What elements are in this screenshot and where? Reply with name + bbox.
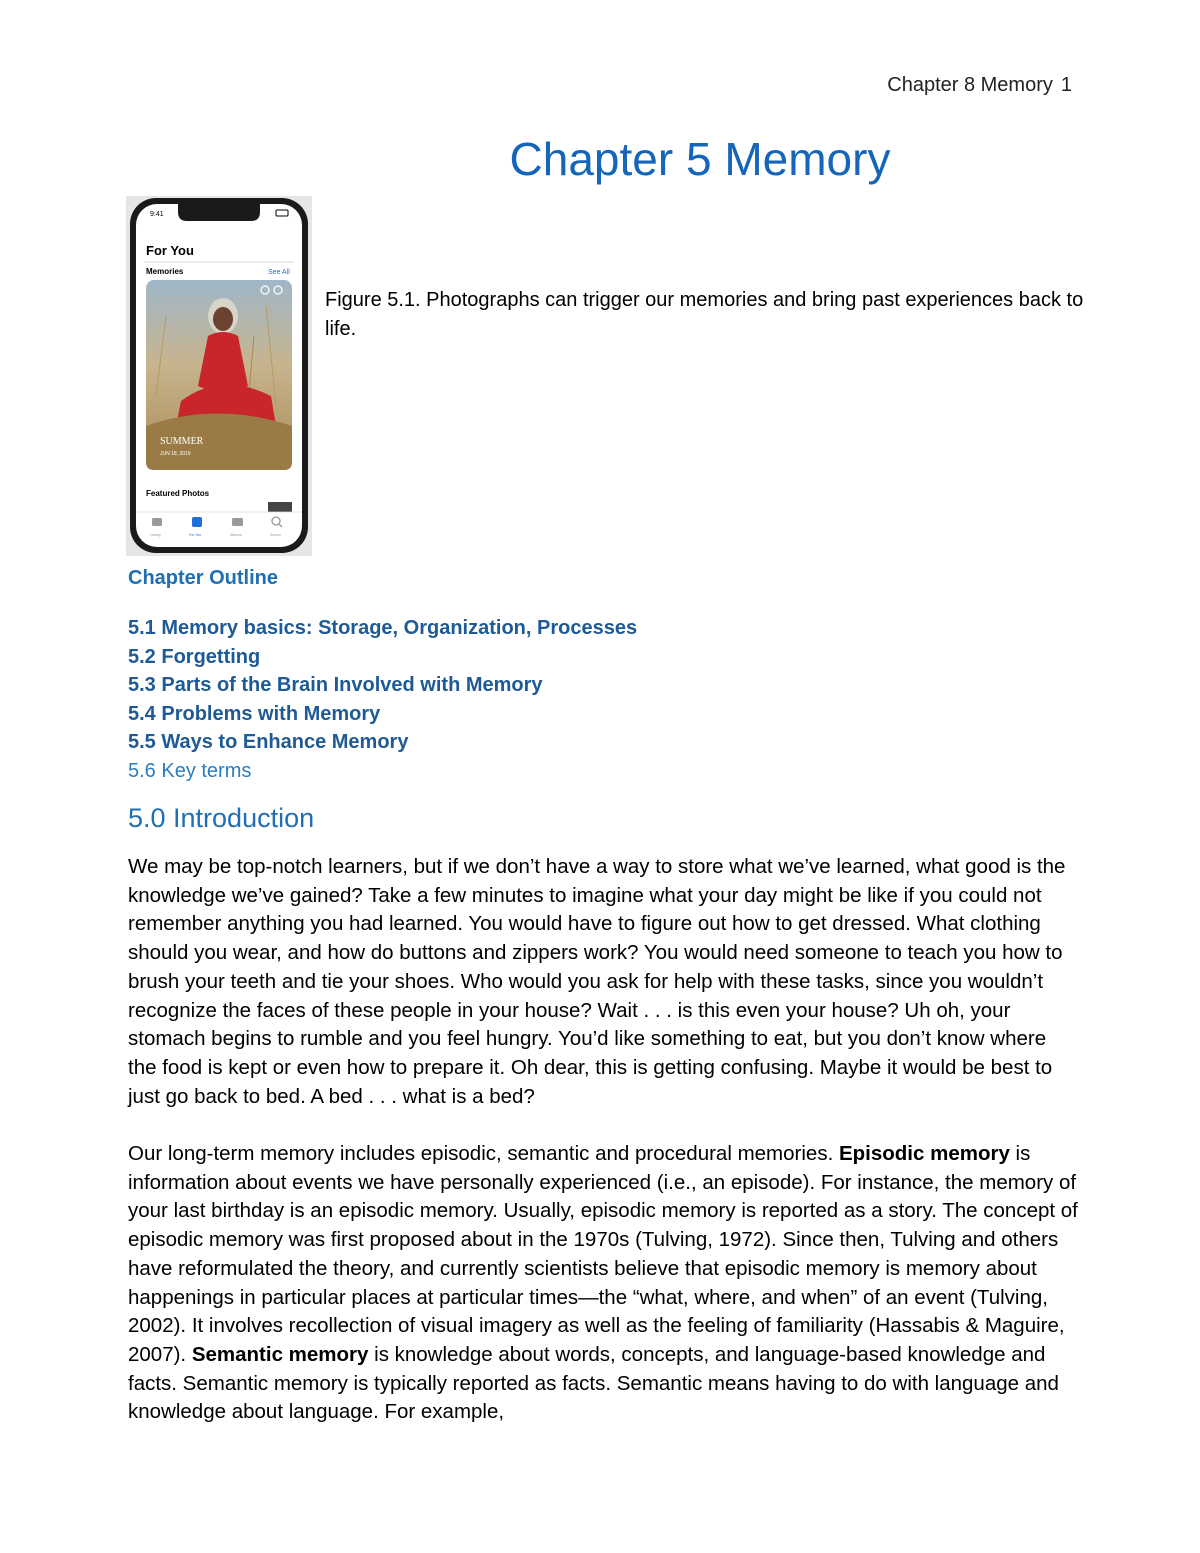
library-tab-icon [152, 518, 162, 526]
intro-paragraph-2 [128, 1140, 1078, 1427]
chapter-title: Chapter 5 Memory [509, 133, 891, 185]
term-episodic-memory: Episodic memory [838, 1142, 1010, 1165]
section-heading-introduction: 5.0 Introduction [128, 803, 315, 833]
phone-see-all: See All [268, 269, 290, 276]
tab-for-you: For You [189, 533, 202, 537]
outline-item[interactable]: 5.4 Problems with Memory [128, 702, 381, 725]
page-header [887, 74, 1072, 97]
running-head: Chapter 8 Memory [887, 74, 1053, 96]
outline-item[interactable]: 5.6 Key terms [128, 759, 252, 782]
paragraph-text: is knowledge about words, concepts, and language-based knowledge and facts. Semantic memory is typically reported as facts. Semantic means having to do with language and knowledge about language. For example, [128, 1342, 1059, 1424]
term-semantic-memory: Semantic memory [191, 1342, 369, 1366]
outline-item[interactable]: 5.5 Ways to Enhance Memory [128, 731, 409, 753]
tab-search: Search [270, 533, 282, 537]
figure-phone-image [126, 196, 312, 556]
paragraph-text: is information about events we have personally experienced (i.e., an episode). For instance, the memory of your last birthday is an episodic memory. Usually, episodic memory is reported as a story. The concept of episodic memory was first proposed about in the 1970s (Tulving, 1972). Since then, Tulving and others have reformulated the theory, and currently scientists believe that episodic memory is memory about happenings in particular places at particular times—the “what, where, and when” of an event (Tulving, 2002). It involves recollection of visual imagery as well as the feeling of familiarity (Hassabis & Maguire, 2007). [128, 1142, 1078, 1366]
tab-library: Library [150, 533, 161, 537]
memory-card-title: SUMMER [160, 436, 204, 447]
phone-time: 9:41 [150, 211, 164, 218]
phone-section-label: Memories [146, 267, 184, 276]
memory-card-subtitle: JUN 18, 2019 [160, 451, 191, 457]
chapter-outline-list [128, 614, 637, 785]
figure-caption: Figure 5.1. Photographs can trigger our memories and bring past experiences back to life. [325, 289, 1084, 340]
outline-item[interactable]: 5.2 Forgetting [128, 645, 261, 668]
phone-screen-title: For You [146, 243, 194, 258]
tab-albums: Albums [230, 533, 242, 537]
paragraph-text: Our long-term memory includes episodic, semantic and procedural memories. [128, 1142, 839, 1165]
for-you-tab-icon [192, 517, 202, 527]
chapter-outline-title: Chapter Outline [128, 567, 279, 589]
albums-tab-icon [232, 518, 243, 526]
outline-item[interactable]: 5.3 Parts of the Brain Involved with Memory [128, 674, 543, 696]
page-number: 1 [1060, 74, 1072, 96]
outline-item[interactable]: 5.1 Memory basics: Storage, Organization, Processes [128, 617, 638, 639]
intro-paragraph-1: We may be top-notch learners, but if we don’t have a way to store what we’ve learned, what good is the knowledge we’ve gained? Take a few minutes to imagine what your day might be like if you could not remember anything you had learned. You would have to figure out how to get dressed. What clothing should you wear, and how do buttons and zippers work? You would need someone to teach you how to brush your teeth and tie your shoes. Who would you ask for help with these tasks, since you wouldn’t recognize the faces of these people in your house? Wait . . . is this even your house? Uh oh, your stomach begins to rumble and you feel hungry. You’d like something to eat, but you don’t know where the food is kept or even how to prepare it. Oh dear, this is getting confusing. Maybe it would be best to just go back to bed. A bed . . . what is a bed? [128, 855, 1066, 1108]
phone-featured-label: Featured Photos [146, 489, 210, 498]
